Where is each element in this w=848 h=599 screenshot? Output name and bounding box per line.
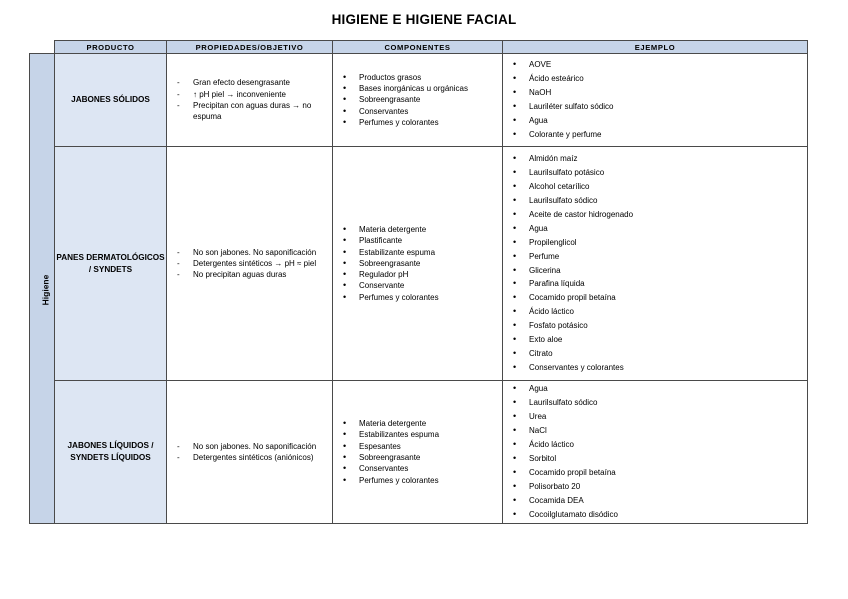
- list-item: • Sorbitol: [503, 452, 807, 466]
- properties-list: [167, 247, 332, 281]
- properties-list: [167, 441, 332, 464]
- list-item: • Parafina líquida: [503, 277, 807, 291]
- list-item: • Cocamida DEA: [503, 494, 807, 508]
- header-producto: PRODUCTO: [55, 41, 167, 54]
- list-item: • Plastificante: [333, 235, 502, 246]
- list-item: • Conservantes: [333, 106, 502, 117]
- list-item: • Espesantes: [333, 441, 502, 452]
- hygiene-table: [29, 40, 808, 524]
- list-item: • Agua: [503, 382, 807, 396]
- list-item: - No son jabones. No saponificación: [167, 441, 332, 452]
- list-item: • Conservantes y colorantes: [503, 361, 807, 375]
- list-item: • Ácido láctico: [503, 438, 807, 452]
- examples-cell: [503, 381, 808, 524]
- list-item: • AOVE: [503, 58, 807, 72]
- properties-list: [167, 77, 332, 122]
- list-item: • Aceite de castor hidrogenado: [503, 208, 807, 222]
- header-corner: [30, 41, 55, 54]
- list-item: • Exto aloe: [503, 333, 807, 347]
- components-list: [333, 224, 502, 303]
- list-item: • Ácido esteárico: [503, 72, 807, 86]
- examples-list: [503, 382, 807, 521]
- components-list: [333, 72, 502, 128]
- list-item: • Regulador pH: [333, 269, 502, 280]
- header-row: [30, 41, 808, 54]
- list-item: • Perfume: [503, 250, 807, 264]
- list-item: • Sobreengrasante: [333, 94, 502, 105]
- list-item: • Urea: [503, 410, 807, 424]
- components-list: [333, 418, 502, 486]
- list-item: • Materia detergente: [333, 418, 502, 429]
- header-ejemplo: EJEMPLO: [503, 41, 808, 54]
- list-item: • Materia detergente: [333, 224, 502, 235]
- examples-list: [503, 152, 807, 375]
- list-item: • Perfumes y colorantes: [333, 475, 502, 486]
- list-item: - Detergentes sintéticos → pH ≈ piel: [167, 258, 332, 269]
- list-item: • Sobreengrasante: [333, 452, 502, 463]
- document-title: HIGIENE E HIGIENE FACIAL: [331, 12, 517, 27]
- list-item: • Bases inorgánicas u orgánicas: [333, 83, 502, 94]
- list-item: • Agua: [503, 114, 807, 128]
- list-item: • Laurilsulfato sódico: [503, 194, 807, 208]
- list-item: • Cocamido propil betaína: [503, 291, 807, 305]
- header-propiedades: PROPIEDADES/OBJETIVO: [167, 41, 333, 54]
- examples-cell: [503, 54, 808, 147]
- header-componentes: COMPONENTES: [333, 41, 503, 54]
- list-item: • Almidón maíz: [503, 152, 807, 166]
- list-item: - Precipitan con aguas duras → no espuma: [167, 100, 332, 123]
- properties-cell: [167, 381, 333, 524]
- list-item: • Polisorbato 20: [503, 480, 807, 494]
- list-item: • Propilenglicol: [503, 236, 807, 250]
- table-row: [30, 147, 808, 381]
- list-item: - No precipitan aguas duras: [167, 269, 332, 280]
- list-item: • Fosfato potásico: [503, 319, 807, 333]
- side-category-cell: [30, 54, 55, 524]
- list-item: • Perfumes y colorantes: [333, 292, 502, 303]
- table-row: [30, 381, 808, 524]
- list-item: • Citrato: [503, 347, 807, 361]
- components-cell: [333, 381, 503, 524]
- list-item: • Cocamido propil betaína: [503, 466, 807, 480]
- side-category-label: Higiene: [40, 274, 51, 305]
- list-item: • Estabilizantes espuma: [333, 429, 502, 440]
- list-item: - Gran efecto desengrasante: [167, 77, 332, 88]
- examples-cell: [503, 147, 808, 381]
- list-item: • Lauriléter sulfato sódico: [503, 100, 807, 114]
- list-item: • Sobreengrasante: [333, 258, 502, 269]
- list-item: • Agua: [503, 222, 807, 236]
- list-item: • Perfumes y colorantes: [333, 117, 502, 128]
- list-item: - No son jabones. No saponificación: [167, 247, 332, 258]
- list-item: • Cocoilglutamato disódico: [503, 508, 807, 522]
- list-item: - ↑ pH piel → inconveniente: [167, 89, 332, 100]
- product-name: JABONES SÓLIDOS: [55, 54, 167, 147]
- list-item: • NaOH: [503, 86, 807, 100]
- list-item: • Estabilizante espuma: [333, 247, 502, 258]
- list-item: • Productos grasos: [333, 72, 502, 83]
- list-item: • NaCl: [503, 424, 807, 438]
- product-name: JABONES LÍQUIDOS / SYNDETS LÍQUIDOS: [55, 381, 167, 524]
- components-cell: [333, 54, 503, 147]
- properties-cell: [167, 147, 333, 381]
- components-cell: [333, 147, 503, 381]
- properties-cell: [167, 54, 333, 147]
- list-item: • Ácido láctico: [503, 305, 807, 319]
- list-item: • Conservante: [333, 280, 502, 291]
- list-item: • Colorante y perfume: [503, 128, 807, 142]
- list-item: • Glicerina: [503, 264, 807, 278]
- table-row: [30, 54, 808, 147]
- product-name: PANES DERMATOLÓGICOS / SYNDETS: [55, 147, 167, 381]
- list-item: • Alcohol cetarílico: [503, 180, 807, 194]
- list-item: - Detergentes sintéticos (aniónicos): [167, 452, 332, 463]
- list-item: • Laurilsulfato potásico: [503, 166, 807, 180]
- list-item: • Conservantes: [333, 463, 502, 474]
- list-item: • Laurilsulfato sódico: [503, 396, 807, 410]
- examples-list: [503, 58, 807, 141]
